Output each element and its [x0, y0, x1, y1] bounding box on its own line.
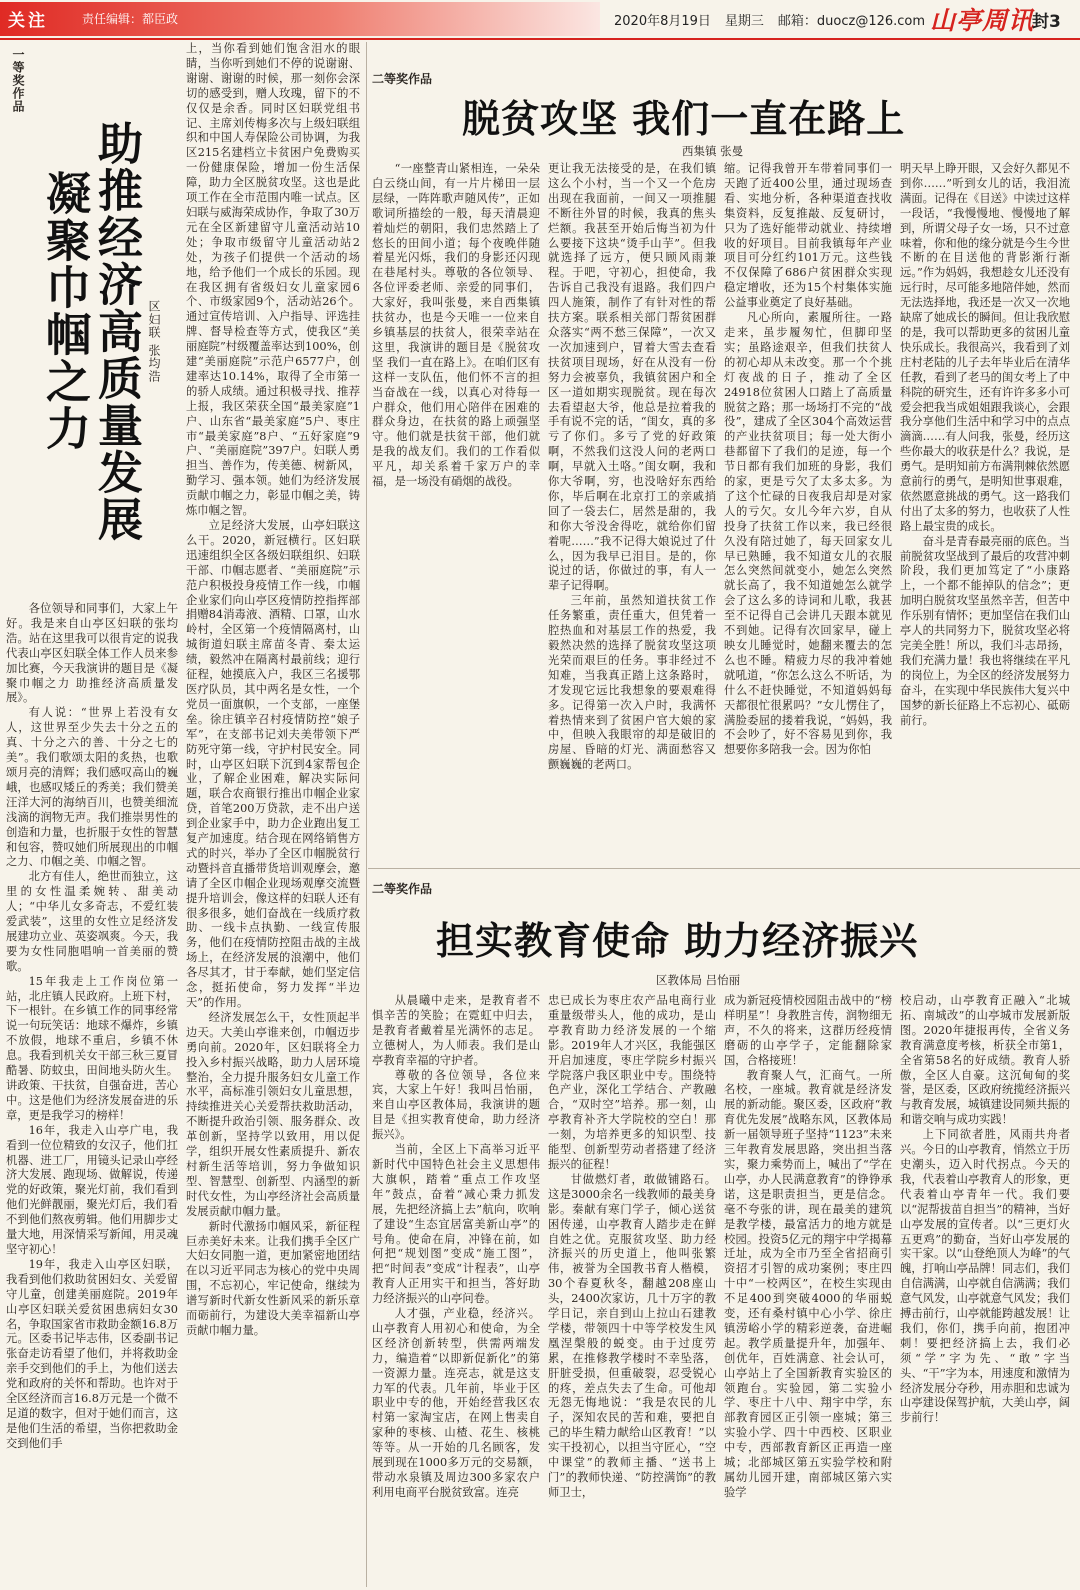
paragraph: 校启动，山亭教育正融入“北城拓、南城改”的山亭城市发展新版图。2020年捷报再传，全省义务教育满意度考核，析获全市第1，全省第58名的好成绩。教育人骄傲，全区人自豪。这沉甸甸的奖誉，是区委，区政府统揽经济振兴与教育发展，城镇建设同频共振的和谐交响与成功实践！	[900, 994, 1070, 1127]
paragraph: 有人说：“世界上若没有女人，这世界至少失去十分之五的真、十分之六的善、十分之七的美”。我们歌颂太阳的炙热，也歌颂月亮的清辉；我们感叹高山的巍峨，也感叹矮丘的秀美；我们赞美汪洋大河的海纳百川，也赞美细流浅滴的润物无声。我们推崇男性的创造和力量，也折服于女性的智慧和包容，赞叹她们所展现出的巾帼之力、巾帼之美、巾帼之智。	[6, 706, 178, 869]
article-column	[372, 162, 540, 862]
paragraph: 三年前，虽然知道扶贫工作任务繁重，责任重大，但凭着一腔热血和对基层工作的热爱，我毅然决然的选择了脱贫攻坚这项光荣而艰巨的任务。事非经过不知难，当我真正踏上这条路时，才发现它远比我想象的要艰难得多。记得第一次入户时，我满怀着热情来到了贫困户官大娘的家中，但映入我眼帘的却是破旧的房屋、昏暗的灯光、满面愁容又颤巍巍的老两口。	[548, 594, 716, 772]
article-column	[548, 162, 716, 862]
article-title: 脱贫攻坚 我们一直在路上	[462, 97, 906, 141]
article-title-line-2: 凝聚巾帼之力	[38, 170, 91, 452]
paragraph: 上，当你看到她们饱含泪水的眼睛，当你听到她们不停的说谢谢、谢谢、谢谢的时候，那一刻你会深切的感受到，赠人玫瑰，留下的不仅仅是余香。同时区妇联党组书记、主席刘传梅多次与上级妇联组织和中国人寿保险公司协调，为我区215名建档立卡贫困户免费购买一份健康保险，增加一份生活保障，助力全区脱贫攻坚。这也是此项工作在全市范围内唯一试点。区妇联与威海荣成协作，争取了30万元在全区新建留守儿童活动站10处；争取市级留守儿童活动站2处，为孩子们提供一个活动的场地，给予他们一个成长的乐园。现在我区拥有省级妇女儿童家园6个、市级家园9个，活动站26个。通过宣传培训、入户指导、评选挂牌、督导检查等方式，使我区“美丽庭院”村级覆盖率达到100%，创建“美丽庭院”示范户6577户，创建率达10.14%，取得了全市第一的骄人成绩。通过积极寻找、推荐上报，我区荣获全国“最美家庭”1户、山东省“最美家庭”5户、枣庄市“最美家庭”8户、“五好家庭”9户、“美丽庭院”397户。妇联人勇担当、善作为，传美德、树新风，勤学习、强本领。她们为经济发展贡献巾帼之力，彰显巾帼之美，铸炼巾帼之智。	[186, 42, 360, 518]
article-column	[900, 162, 1070, 862]
masthead	[0, 0, 1080, 38]
newspaper-logo: 山亭周讯	[930, 6, 1035, 35]
paragraph: 更让我无法接受的是，在我们镇这么个小村，当一个又一个危房出现在我面前，一间又一项推腿不断往外冒的时候，我真的焦头烂额。我甚至开始后悔当初为什么要接下这块“烫手山芋”。但我就选择了远方，便只顾风雨兼程。于吧，守初心，担使命，我告诉自己我没有退路。我们四户四人施策，制作了有针对性的帮扶方案。联系相关部门帮贫困群众落实“两不愁三保障”，一次又一次加速到户，冒着大雪去查看扶贫项目现场，好在从没有一份努力会被辜负，我镇贫困户和全区一道如期实现脱贫。现在每次去看望赵大爷，他总是拉着我的手有说不完的话，“闺女，真的多亏了你们。多亏了党的好政策啊，不然我们这没人问的老两口啊，早就入土咯。”闺女啊，我和你大爷啊，穷，也没啥好东西给你，毕后啊在北京打工的亲戚捎回了一袋去仁，居然是甜的，我和你大爷没舍得吃，就给你们留着呢……”我不记得大娘说过了什么，因为我早已泪目。是的，你说过的话，你做过的事，有人一辈子记得啊。	[548, 162, 716, 593]
issue-date: 2020年8月19日	[614, 14, 711, 29]
paragraph: 明天早上睁开眼，又会好久都见不到你……”听到女儿的话，我泪流满面。记得在《目送》中读过这样一段话，“我慢慢地、慢慢地了解到，所谓父母子女一场，只不过意味着，你和他的缘分就是今生今世不断的在目送他的背影渐行渐远。”作为妈妈，我想趁女儿还没有远行时，尽可能多地陪伴她，然而无法选择地，我还是一次又一次地缺席了她成长的瞬间。但让我欣慰的是，我可以帮助更多的贫困儿童快乐成长。我很高兴，我看到了刘庄村老陆的儿子去年毕业后在清华任教，看到了老马的闺女考上了中科院的研究生，还有许许多多小可爱会把我当成姐姐跟我谈心，会跟我分享他们生活中和学习中的点点滴滴……有人问我，张曼，经历这些你最大的收获是什么？我说，是勇气。是明知前方布满荆棘依然愿意前行的勇气，是明知世事艰难，依然愿意挑战的勇气。这一路我们付出了太多的努力，也收获了人性路上最宝贵的成长。	[900, 162, 1070, 533]
column-divider	[366, 42, 367, 1587]
award-label: 二等奖作品	[372, 72, 433, 86]
article-title-line-1: 助推经济高质量发展	[90, 120, 143, 543]
paragraph: 教育聚人气，汇商气。一所名校，一座城。教育就是经济发展的新动能。聚区委，区政府“教育优先发展”战略东风，区教体局新一届领导班子坚持“1123”未来三年教育发展思路，突出担当落实，聚力乘势而上，喊出了“学在山亭，办人民满意教育”的铮铮承诺，这是职责担当，更是信念。毫不夸张的讲，现在最美的建筑是教学楼，最富活力的地方就是校园。投资5亿元的翔宇中学揭幕迁址，成为全市乃至全省招商引资招才引智的成功案例；枣庄四十中“一校两区”，在校生实现由不足400到突破4000的华丽蜕变，还有桑村镇中心小学、徐庄镇涝峪小学的精彩逆袭，奋进崛起。教学质量提升年，加强年、创优年，百姓满意、社会认可，山亭站上了全国新教育实验区的领跑台。实验园，第二实验小学、枣庄十八中、翔宇中学，东部教育园区正引领一座城；第三实验小学、四十中西校、区职业中专，西部教育新区正再造一座城；北部城区第五实验学校和附属幼儿园开建，南部城区第六实验学	[724, 1068, 892, 1499]
paragraph: 人才强，产业稳，经济兴。山亭教育人用初心和使命，为全区经济创新转型，供需两端发力，编造着“以即新促新化”的第一资源力量。连亮志，就是这支力军的代表。几年前，毕业于区职业中专的他，开始经营我区农村第一家淘宝店，在网上售卖自家种的枣核、山楂、花生、核桃等等。从一开始的几名顾客，发展到现在1000多万元的交易额，带动水泉镇及周边300多家农户利用电商平台脱贫致富。连亮	[372, 1307, 540, 1499]
paragraph: 15年我走上工作岗位第一站，北庄镇人民政府。上班下村，下一根针。在乡镇工作的同事经常说一句玩笑话：地球不爆炸，乡镇不放假，地球不重启，乡镇不休息。我看到机关女干部三秋三夏冒酷暑、防蚊虫，田间地头防火生。讲政策、干扶贫，自强奋进，苦心中。这是他们为经济发展奋进的乐章，更是我学习的榜样！	[6, 974, 178, 1122]
paragraph: 上下同欲者胜，风雨共舟者兴。今日的山亭教育，悄然立于历史潮头，迈入时代拐点。今天的我，代表着山亭教育人的形象，更代表着山亭青年一代。我们要以“泥帮拔苗自担当”的精神，当好山亭发展的宣传者。以“三更灯火五更鸡”的勤奋，当好山亭发展的实干家。以“山登绝顶人为峰”的气魄，打响山亭品牌！同志们，我们自信满满，山亭就自信满满；我们意气风发，山亭就意气风发；我们搏击前行，山亭就能跨越发展！让我们，你们，携手向前，抱团冲刺！要把经济搞上去，我们必须“学”字为先、“敢”字当头、“干”字为本，用速度和激情为经济发展分夺秒，用赤胆和忠诚为山亭建设保驾护航，大美山亭，阔步前行！	[900, 1128, 1070, 1425]
paragraph: 经济发展怎么干，女性顶起半边天。大美山亭谁来创，巾帼迈步勇向前。2020年，区妇联将全力投入乡村振兴战略，助力人居环境整治，全力提升服务妇女儿童工作水平，高标准引领妇女儿童思想，持续推进关心关爱帮扶救助活动，不断提升政治引领、服务群众、改革创新，坚持学以致用，用以促学，组织开展女性素质提升、新农村新生活等培训，努力争做知识型、智慧型、创新型、内涵型的新时代女性，为山亭经济社会高质量发展贡献巾帼力量。	[186, 1010, 360, 1218]
article-byline: 区教体局 吕怡丽	[656, 973, 741, 987]
paragraph: 当前，全区上下高举习近平新时代中国特色社会主义思想伟大旗帜，踏着“重点工作攻坚年”鼓点，奋着“减心秉力抓发展，先把经济搞上去”航向，吹响了建设“生态宜居富美新山亭”的号角。使命在肩，冲锋在前，如何把“规划图”变成“施工图”，把“时间表”变成“计程表”，山亭教育人正用实干和担当，答好助力经济振兴的山亭问卷。	[372, 1143, 540, 1306]
contact-email: 邮箱：duocz@126.com	[777, 14, 926, 29]
article-column	[372, 994, 540, 1586]
paragraph: 尊敬的各位领导，各位来宾，大家上午好！我叫吕怡丽，来自山亭区教体局，我演讲的题目是《担实教育使命，助力经济振兴》。	[372, 1068, 540, 1142]
paragraph: 忠已成长为枣庄农产品电商行业重量级带头人，他的成功，是山亭教育助力经济发展的一个缩影。2019年人才兴区，我能强区开启加速度，枣庄学院乡村振兴学院落户我区职业中专。围绕特色产业，深化工学结合、产教融合，“双时空”培养。那一刻，山亭教育补齐大学院校的空白！那一刻，为培养更多的知识型、技能型、创新型劳动者搭建了经济振兴的征程！	[548, 994, 716, 1171]
article-column	[6, 602, 178, 1586]
article-divider	[368, 868, 1080, 869]
paragraph: 甘做燃灯者，敢做铺路石。这是3000余名一线教师的最美身影。秦献有寒门学子，倾心送贫困传递，山亭教育人踏步走在鲜自姓之优。克服贫攻坚、助力经济振兴的历史道上，他叫张繁伟，被誉为全国教书育人楷模，30个春夏秋冬，翻越208座山头，2400次家访，几十万字的教学日记，亲自到山上拉山石建教学楼，带领四十中等学校发生风凰涅槃般的蜕变。由于过度劳累，在推修教学楼时不幸坠落，肝脏受损，但重破裂，忍受锐心的疼，差点失去了生命。可他却无怨无悔地说：“我是农民的儿子，深知农民的苦和难，要把自己的毕生精力献给山区教育！”以实干投初心，以担当守匠心，“空中课堂”的教师主播、“送书上门”的教师快递、“防控满饰”的教师卫士，	[548, 1172, 716, 1499]
paragraph: 凡心所向，素履所往。一路走来，虽步履匆忙，但脚印坚实；虽路途艰辛，但我们扶贫人的初心却从未改变。那一个个挑灯夜战的日子，推动了全区24918位贫困人口踏上了高质量脱贫之路；那一场场打不完的“战役”，建成了全区304个高效运营的产业扶贫项目；每一处大街小巷都留下了我们的足迹，每一个节日都有我们加班的身影，我们的家，更是亏欠了太多太多。为了这个忙碌的日夜我启却是对家人的亏欠。女儿今年六岁，自从投身了扶贫工作以来，我已经很久没有陪过她了，每天回家女儿早已熟睡，我不知道女儿的衣服怎么突然间就变小，她怎么突然就长高了，我不知道她怎么就学会了这么多的诗词和儿歌，我甚至不记得自己会讲几天跟本就见不到她。记得有次回家早，碰上映女儿睡觉时，她翻来覆去的怎么也不睡。精疲力尽的我冲着她就吼道，“你怎么这么不听话，为什么不赶快睡觉，不知道妈妈每天都很忙很累吗？”女儿愣住了，满脸委屈的搂着我说，“妈妈，我不会吵了，好不容易见到你，我想要你多陪我一会。因为你怕	[724, 311, 892, 757]
paragraph: 19年，我走入山亭区妇联，我看到他们救助贫困妇女、关爱留守儿童，创建美丽庭院。2019年山亭区妇联关爱贫困患病妇女30名，争取国家省市救助金额16.8万元。区委书记毕志伟，区委副书记张奋走访看望了他们，并将救助金亲手交到他们的手上，为他们送去党和政府的关怀和帮助。也许对于全区经济而言16.8万元是一个微不足道的数字，但对于她们而言，这是他们生活的希望，当你把救助金交到他们手	[6, 1257, 178, 1450]
article-byline: 区妇联 张均浩	[147, 300, 161, 383]
page-number: 封3	[1032, 12, 1061, 32]
paragraph: 16年，我走入山亭广电，我看到一位位精致的女汉子，他们扛机器、进工厂，用镜头记录山亭经济大发展、跑现场、做解说，传递党的好政策，聚光灯前，我们看到他们光鲜靓丽，聚光灯后，我们看不到他们熬夜剪辑。他们用脚步丈量大地，用深情采写新闻，用灵魂坚守初心！	[6, 1123, 178, 1256]
paragraph: 新时代激扬巾帼风采，新征程巨赤美好未来。让我们携手全区广大妇女同胞一道，更加紧密地团结在以习近平同志为核心的党中央周围，不忘初心，牢记使命，继续为谱写新时代新女性新风采的新乐章而砺前行，为建设大美幸福新山亭贡献巾帼力量。	[186, 1219, 360, 1337]
article-column	[724, 162, 892, 862]
award-label: 二等奖作品	[372, 882, 433, 896]
editor-credit: 责任编辑：都臣政	[82, 12, 179, 26]
article-column	[548, 994, 716, 1586]
award-label: 一等奖作品	[11, 48, 25, 113]
header-rule	[0, 38, 1080, 40]
paragraph: 北方有佳人，绝世而独立，这里的女性温柔婉转、甜美动人；“中华儿女多奇志，不爱红装爱武装”，这里的女性立足经济发展建功立业、英姿飒爽。今天，我要为女性同胞唱响一首美丽的赞歌。	[6, 870, 178, 973]
article-column	[900, 994, 1070, 1586]
article-column	[724, 994, 892, 1586]
article-title: 担实教育使命 助力经济振兴	[436, 919, 919, 963]
paragraph: “一座整青山紧相连，一朵朵白云绕山间，有一片片梯田一层层绿，一阵阵歌声随风传”，正如歌词所描绘的一般，每天清晨迎着灿烂的朝阳，我们忠然踏上了悠长的田间小道；每个夜晚伴随着星光闪烁，我们的身影还闪现在巷尾村头。尊敬的各位领导、各位评委老师、亲爱的同事们，大家好，我叫张曼，来自西集镇扶贫办，也是今天唯一一位来自乡镇基层的扶贫人，很荣幸站在这里，我演讲的题目是《脱贫攻坚 我们一直在路上》。在咱们区有这样一支队伍，他们怀不言的担当奋战在一线，以真心对待每一户群众，他们用心陪伴在困难的群众身边，在扶贫的路上顽强坚守。他们就是扶贫干部，他们就是我的战友们。我们的工作看似平凡，却关系着千家万户的幸福，是一场没有硝烟的战役。	[372, 162, 540, 489]
paragraph: 奋斗是青春最亮丽的底色。当前脱贫攻坚战到了最后的攻营冲刺阶段，我们更加笃定了“小康路上，一个都不能掉队的信念”；更加明白脱贫攻坚虽然辛苦，但苦中作乐别有情怀；更加坚信在我们山亭人的共同努力下，脱贫攻坚必将完美全胜！所以，我们斗志昂扬，我们充满力量！我也将继续在平凡的岗位上，为全区的经济发展努力奋斗，在实现中华民族伟大复兴中国梦的新长征路上不忘初心、砥砺前行。	[900, 534, 1070, 727]
paragraph: 成为新冠疫情校园阻击战中的“榜样明星”！身教胜言传，润物细无声，不久的将来，这群历经疫情磨砺的山亭学子，定能翻除家国，合格接班！	[724, 994, 892, 1067]
article-byline: 西集镇 张曼	[682, 144, 744, 158]
paragraph: 各位领导和同事们，大家上午好。我是来自山亭区妇联的张均浩。站在这里我可以很肯定的说我代表山亭区妇联全体工作人员来参加比赛，今天我演讲的题目是《凝聚巾帼之力 助推经济高质量发展》。	[6, 602, 178, 705]
paragraph: 立足经济大发展，山亭妇联这么干。2020，新冠横行。区妇联迅速组织全区各级妇联组织、妇联干部、巾帼志愿者、“美丽庭院”示范户积极投身疫情工作一线，巾帼企业家们向山亭区疫情防控指挥部捐赠84消毒液、酒精、口罩，山水岭村，全区第一个疫情隔离村，山城街道妇联主席苗冬青、秦太运绩，毅然冲在隔离村最前线；迎行征程，她摸底入户，我区三名援鄂医疗队员，其中两名是女性，一个党员一面旗帜，一个支部，一座堡垒。徐庄镇辛召村疫情防控“娘子军”，在支部书记刘夫美带领下严防死守第一线，守护村民安全。同时，山亭区妇联下沉到4家帮包企业，了解企业困难，解决实际问题，联合农商银行推出巾帼企业家贷，首笔200万贷款，走不出户送到企业家手中，助力企业跑出复工复产加速度。结合现在网络销售方式的时兴，举办了全区巾帼脱贫行动暨抖音直播带货培训观摩会，邀请了全区巾帼企业现场观摩交流暨提升培训会，像这样的妇联人还有很多很多，她们奋战在一线质疗救助、一线卡点执勤、一线宣传服务，他们在疫情防控阻击战的主战场上，在经济发展的浪潮中，他们各尽其才，甘于奉献，她们坚定信念，挺拓使命，努力发挥“半边天”的作用。	[186, 519, 360, 1009]
article-column	[186, 42, 360, 1586]
issue-weekday: 星期三	[724, 14, 764, 29]
section-label: 关注	[8, 11, 48, 31]
paragraph: 从晨曦中走来，是教育者不惧辛苦的笑脸；在霓虹中归去，是教育者戴着星光满怀的志足。立德树人，为人师表。我们是山亭教育幸福的守护者。	[372, 994, 540, 1067]
paragraph: 缩。记得我曾开车带着同事们一天跑了近400公里，通过现场查看、实地分析，各种渠道查找收集资料，反复推敲、反复研讨，只为了选好能带动就业、持续增收的好项目。目前我镇每年产业项目可分红约101万元。这些钱不仅保障了686户贫困群众实现稳定增收，还为15个村集体实施公益事业奠定了良好基础。	[724, 162, 892, 310]
issue-info	[614, 10, 939, 29]
